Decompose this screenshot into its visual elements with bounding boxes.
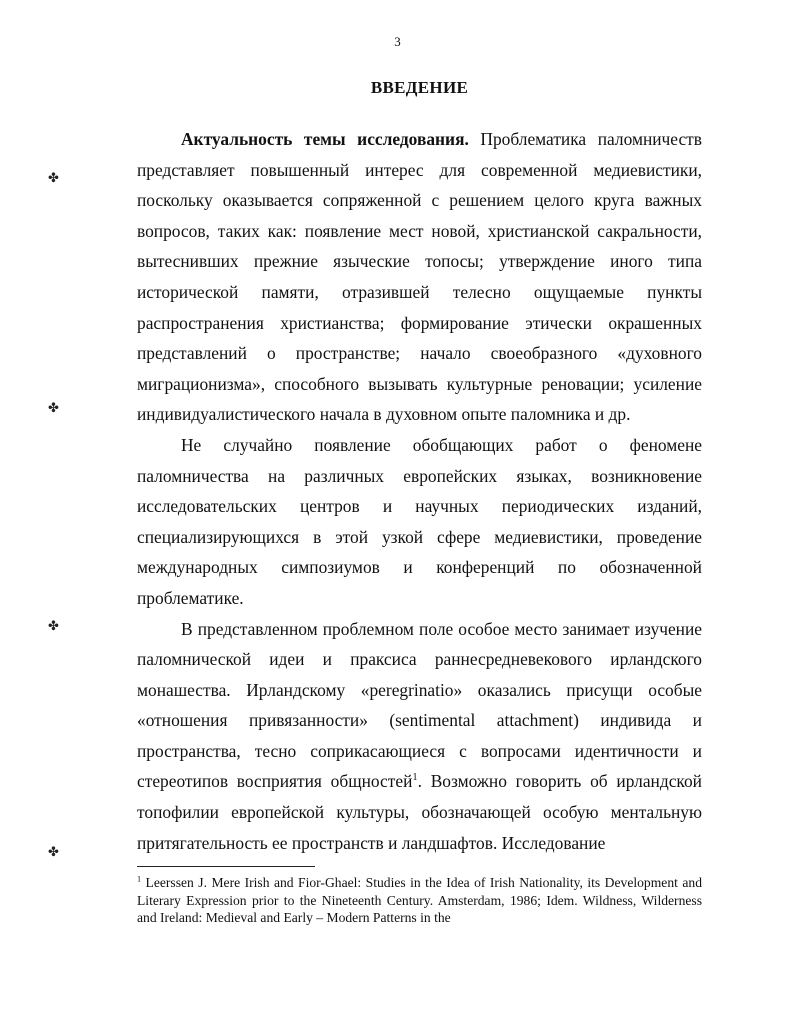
- body-text: [137, 124, 702, 858]
- scan-mark-icon: ✤: [48, 844, 59, 859]
- page-title: ВВЕДЕНИЕ: [370, 78, 469, 97]
- paragraph-lead: Актуальность темы исследования.: [181, 129, 469, 149]
- scan-mark-icon: ✤: [48, 618, 59, 633]
- paragraph-text: В представленном проблемном поле особое место занимает изучение паломнической идеи и праксиса раннесредневекового ирландского монашества. Ирландскому «peregrinatio» оказались присущи особые «отношения привязанности» (sentimental attachment) индивида и пространства, тесно соприкасающиеся с вопросами идентичности и стереотипов восприятия общностей: [137, 618, 702, 792]
- scan-mark-icon: ✤: [48, 170, 59, 185]
- paragraph-irish-peregrinatio: [137, 614, 702, 859]
- paragraph-publications: [137, 430, 702, 614]
- footnote-item: [137, 874, 702, 927]
- footnotes: [137, 874, 702, 927]
- paragraph-text: Проблематика паломничеств представляет повышенный интерес для современной медиевистики, поскольку оказывается сопряженной с решением целого круга важных вопросов, таких как: появление мест новой, христианской сакральности, вытеснивших прежние языческие топосы; утверждение иного типа исторической памяти, отразившей телесно ощущаемые пункты распространения христианства; формирование этически окрашенных представлений о пространстве; начало своеобразного «духовного миграционизма», способного вызывать культурные реновации; усиление индивидуалистического начала в духовном опыте паломника и др.: [137, 129, 702, 425]
- footnote-text: Leerssen J. Mere Irish and Fior-Ghael: Studies in the Idea of Irish Nationality, its Development and Literary Expression prior to the Nineteenth Century. Amsterdam, 1986; Idem. Wildness, Wilderness and Ireland: Medieval and Early – Modern Patterns in the: [137, 875, 702, 925]
- paragraph-relevance: [137, 124, 702, 430]
- footnote-divider: [137, 866, 315, 867]
- paragraph-text: . Возможно говорить об ирландской топофилии европейской культуры, обозначающей особую ментальную притягательность ее пространств и ландшафтов. Исследование: [137, 771, 702, 853]
- footnote-reference: 1: [412, 772, 418, 784]
- footnote-marker: 1: [137, 874, 142, 884]
- page-number: 3: [394, 34, 401, 49]
- paragraph-text: Не случайно появление обобщающих работ о феномене паломничества на различных европейских языках, возникновение исследовательских центров и научных периодических изданий, специализирующихся в этой узкой сфере медиевистики, проведение международных симпозиумов и конференций по обозначенной проблематике.: [137, 434, 702, 608]
- scan-mark-icon: ✤: [48, 400, 59, 415]
